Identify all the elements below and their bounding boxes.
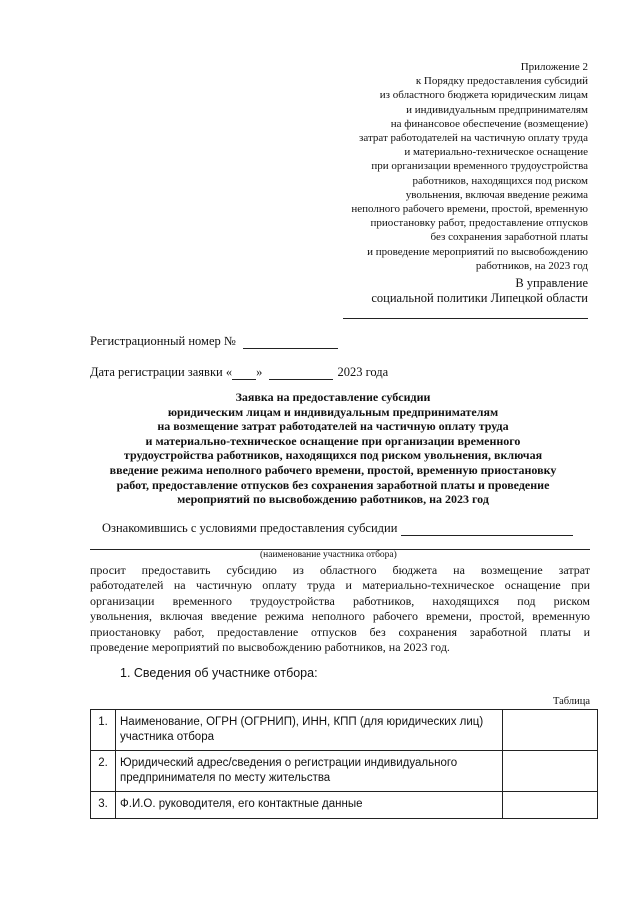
appendix-line: при организации временного трудоустройства — [371, 160, 588, 173]
title-line: мероприятий по высвобождению работников, на 2023 год — [177, 492, 489, 507]
registration-date-mid: » — [256, 365, 263, 379]
appendix-line: затрат работодателей на частичную оплату труда — [359, 132, 588, 145]
title-line: трудоустройства работников, находящихся под риском увольнения, включая — [123, 448, 543, 463]
title-line: Заявка на предоставление субсидии — [235, 390, 431, 404]
appendix-line: Приложение 2 — [520, 61, 588, 73]
row-number: 3. — [91, 792, 116, 819]
registration-month-blank[interactable] — [269, 364, 333, 380]
appendix-line: из областного бюджета юридическим лицам — [379, 89, 588, 102]
table-row — [91, 710, 598, 751]
registration-date-prefix: Дата регистрации заявки « — [90, 365, 233, 379]
title-line: введение режима неполного рабочего времени, простой, временную приостановку — [109, 462, 557, 477]
appendix-line: работников, на 2023 год — [475, 259, 588, 272]
participant-info-table — [90, 709, 598, 819]
addressee-block — [288, 276, 588, 306]
registration-date-field — [90, 364, 388, 380]
familiar-label: Ознакомившись с условиями предоставления субсидии — [102, 521, 398, 535]
appendix-line: без сохранения заработной платы — [430, 231, 588, 244]
registration-date-suffix: 2023 года — [337, 365, 389, 379]
section-title: 1. Сведения об участнике отбора: — [120, 666, 318, 680]
appendix-line: увольнения, включая введение режима — [405, 188, 588, 201]
table-caption: Таблица — [552, 696, 590, 707]
title-line: юридическим лицам и индивидуальным предпринимателям — [167, 404, 499, 419]
appendix-line: работников, находящихся под риском — [412, 174, 588, 187]
registration-number-label: Регистрационный номер № — [90, 334, 236, 348]
title-line: работ, предоставление отпусков без сохранения заработной платы и проведение — [116, 477, 550, 492]
body-line: организации временного трудоустройства работников, находящихся под риском — [90, 593, 590, 608]
registration-number-blank[interactable] — [243, 333, 338, 349]
appendix-line: на финансовое обеспечение (возмещение) — [390, 117, 588, 130]
body-line: работодателей на частичную оплату труда и материально-техническое оснащение при — [90, 578, 590, 593]
addressee-line-2: социальной политики Липецкой области — [371, 291, 588, 305]
row-label: Юридический адрес/сведения о регистрации индивидуального предпринимателя по месту жительства — [116, 751, 503, 792]
table-row — [91, 792, 598, 819]
registration-day-blank[interactable] — [232, 364, 256, 380]
row-number: 2. — [91, 751, 116, 792]
request-paragraph — [90, 563, 590, 655]
body-line: приостановку работ, предоставление отпусков без сохранения заработной платы и — [90, 624, 590, 639]
row-value-cell[interactable] — [503, 792, 598, 819]
appendix-header — [288, 60, 588, 273]
application-title — [70, 390, 596, 507]
appendix-line: и материально-техническое оснащение — [404, 146, 588, 159]
appendix-line: и индивидуальным предпринимателям — [406, 103, 588, 116]
row-number: 1. — [91, 710, 116, 751]
row-label: Ф.И.О. руководителя, его контактные данные — [116, 792, 503, 819]
familiar-statement — [102, 520, 573, 536]
appendix-line: приостановку работ, предоставление отпусков — [370, 217, 588, 230]
appendix-line: неполного рабочего времени, простой, временную — [351, 203, 588, 216]
participant-name-caption: (наименование участника отбора) — [260, 550, 397, 560]
appendix-line: и проведение мероприятий по высвобождению — [367, 245, 588, 258]
registration-number-field — [90, 333, 338, 349]
body-line: увольнения, включая введение режима неполного рабочего времени, простой, временную — [90, 609, 590, 624]
title-line: на возмещение затрат работодателей на частичную оплату труда — [157, 419, 509, 434]
addressee-signature-line[interactable] — [343, 318, 588, 319]
participant-name-blank[interactable] — [401, 520, 573, 536]
row-value-cell[interactable] — [503, 710, 598, 751]
row-label: Наименование, ОГРН (ОГРНИП), ИНН, КПП (для юридических лиц) участника отбора — [116, 710, 503, 751]
body-line: просит предоставить субсидию из областного бюджета на возмещение затрат — [90, 563, 590, 577]
row-value-cell[interactable] — [503, 751, 598, 792]
table-row — [91, 751, 598, 792]
addressee-line-1: В управление — [515, 276, 588, 290]
title-line: и материально-техническое оснащение при организации временного — [145, 433, 521, 448]
body-line: проведение мероприятий по высвобождению работников, на 2023 год. — [90, 640, 450, 655]
appendix-line: к Порядку предоставления субсидий — [415, 75, 588, 88]
